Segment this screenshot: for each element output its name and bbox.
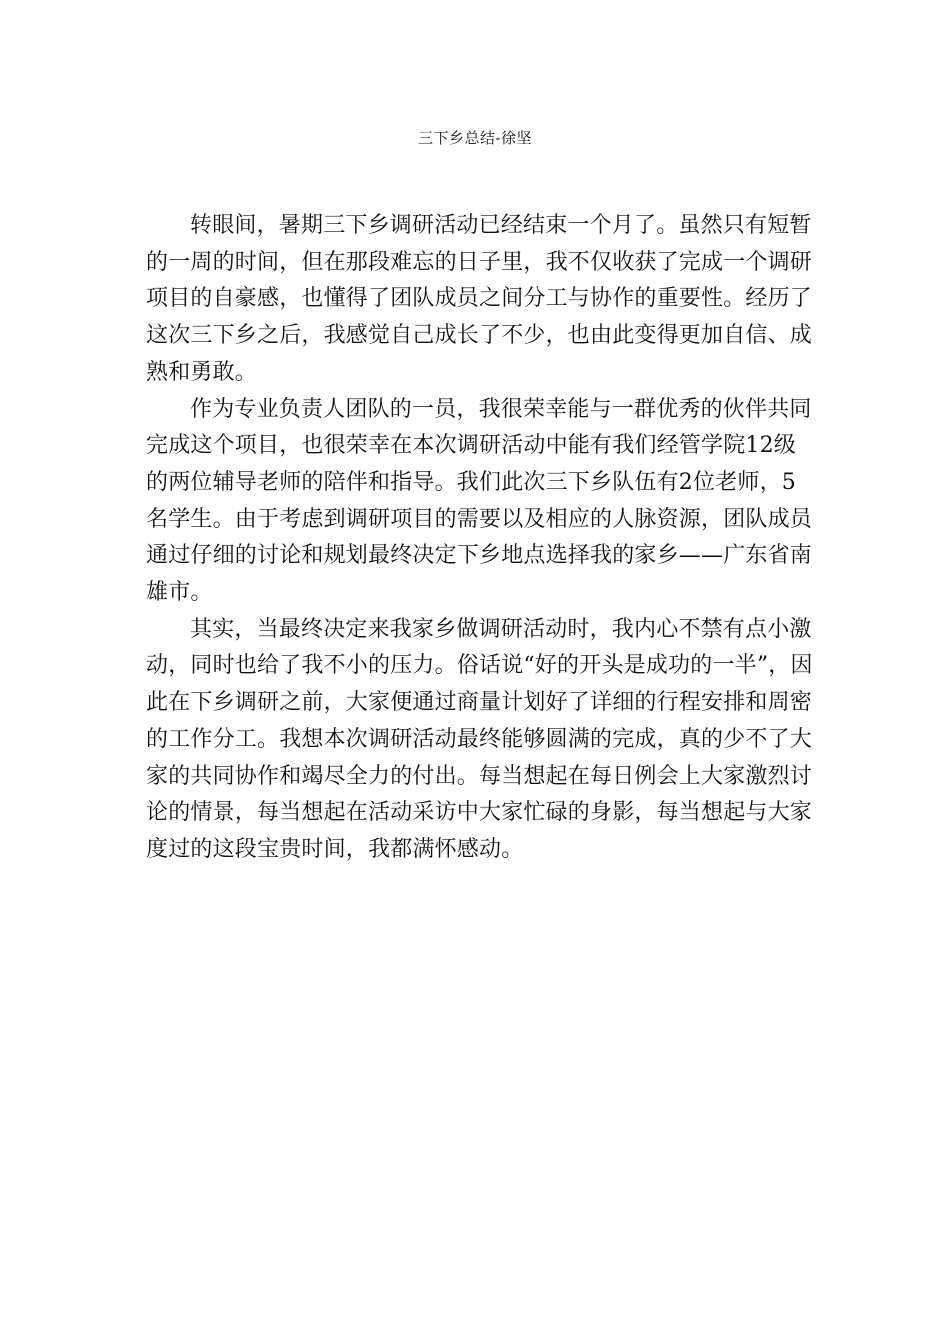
document-title: 三下乡总结-徐坚 — [417, 129, 533, 147]
paragraph-2: 作为专业负责人团队的一员，我很荣幸能与一群优秀的伙伴共同完成这个项目，也很荣幸在本次调研活动中能有我们经管学院12级的两位辅导老师的陪伴和指导。我们此次三下乡队伍有2位老师，5名学生。由于考虑到调研项目的需要以及相应的人脉资源，团队成员通过仔细的讨论和规划最终决定下乡地点选择我的家乡——广东省南雄市。 — [146, 396, 813, 606]
paragraph-3: 其实，当最终决定来我家乡做调研活动时，我内心不禁有点小激动，同时也给了我不小的压力。俗话说“好的开头是成功的一半”，因此在下乡调研之前，大家便通过商量计划好了详细的行程安排和周密的工作分工。我想本次调研活动最终能够圆满的完成，真的少不了大家的共同协作和竭尽全力的付出。每当想起在每日例会上大家激烈讨论的情景，每当想起在活动采访中大家忙碌的身影，每当想起与大家度过的这段宝贵时间，我都满怀感动。 — [146, 616, 813, 862]
document-body — [146, 208, 816, 869]
paragraph-1: 转眼间，暑期三下乡调研活动已经结束一个月了。虽然只有短暂的一周的时间，但在那段难忘的日子里，我不仅收获了完成一个调研项目的自豪感，也懂得了团队成员之间分工与协作的重要性。经历了这次三下乡之后，我感觉自己成长了不少，也由此变得更加自信、成熟和勇敢。 — [146, 213, 813, 385]
